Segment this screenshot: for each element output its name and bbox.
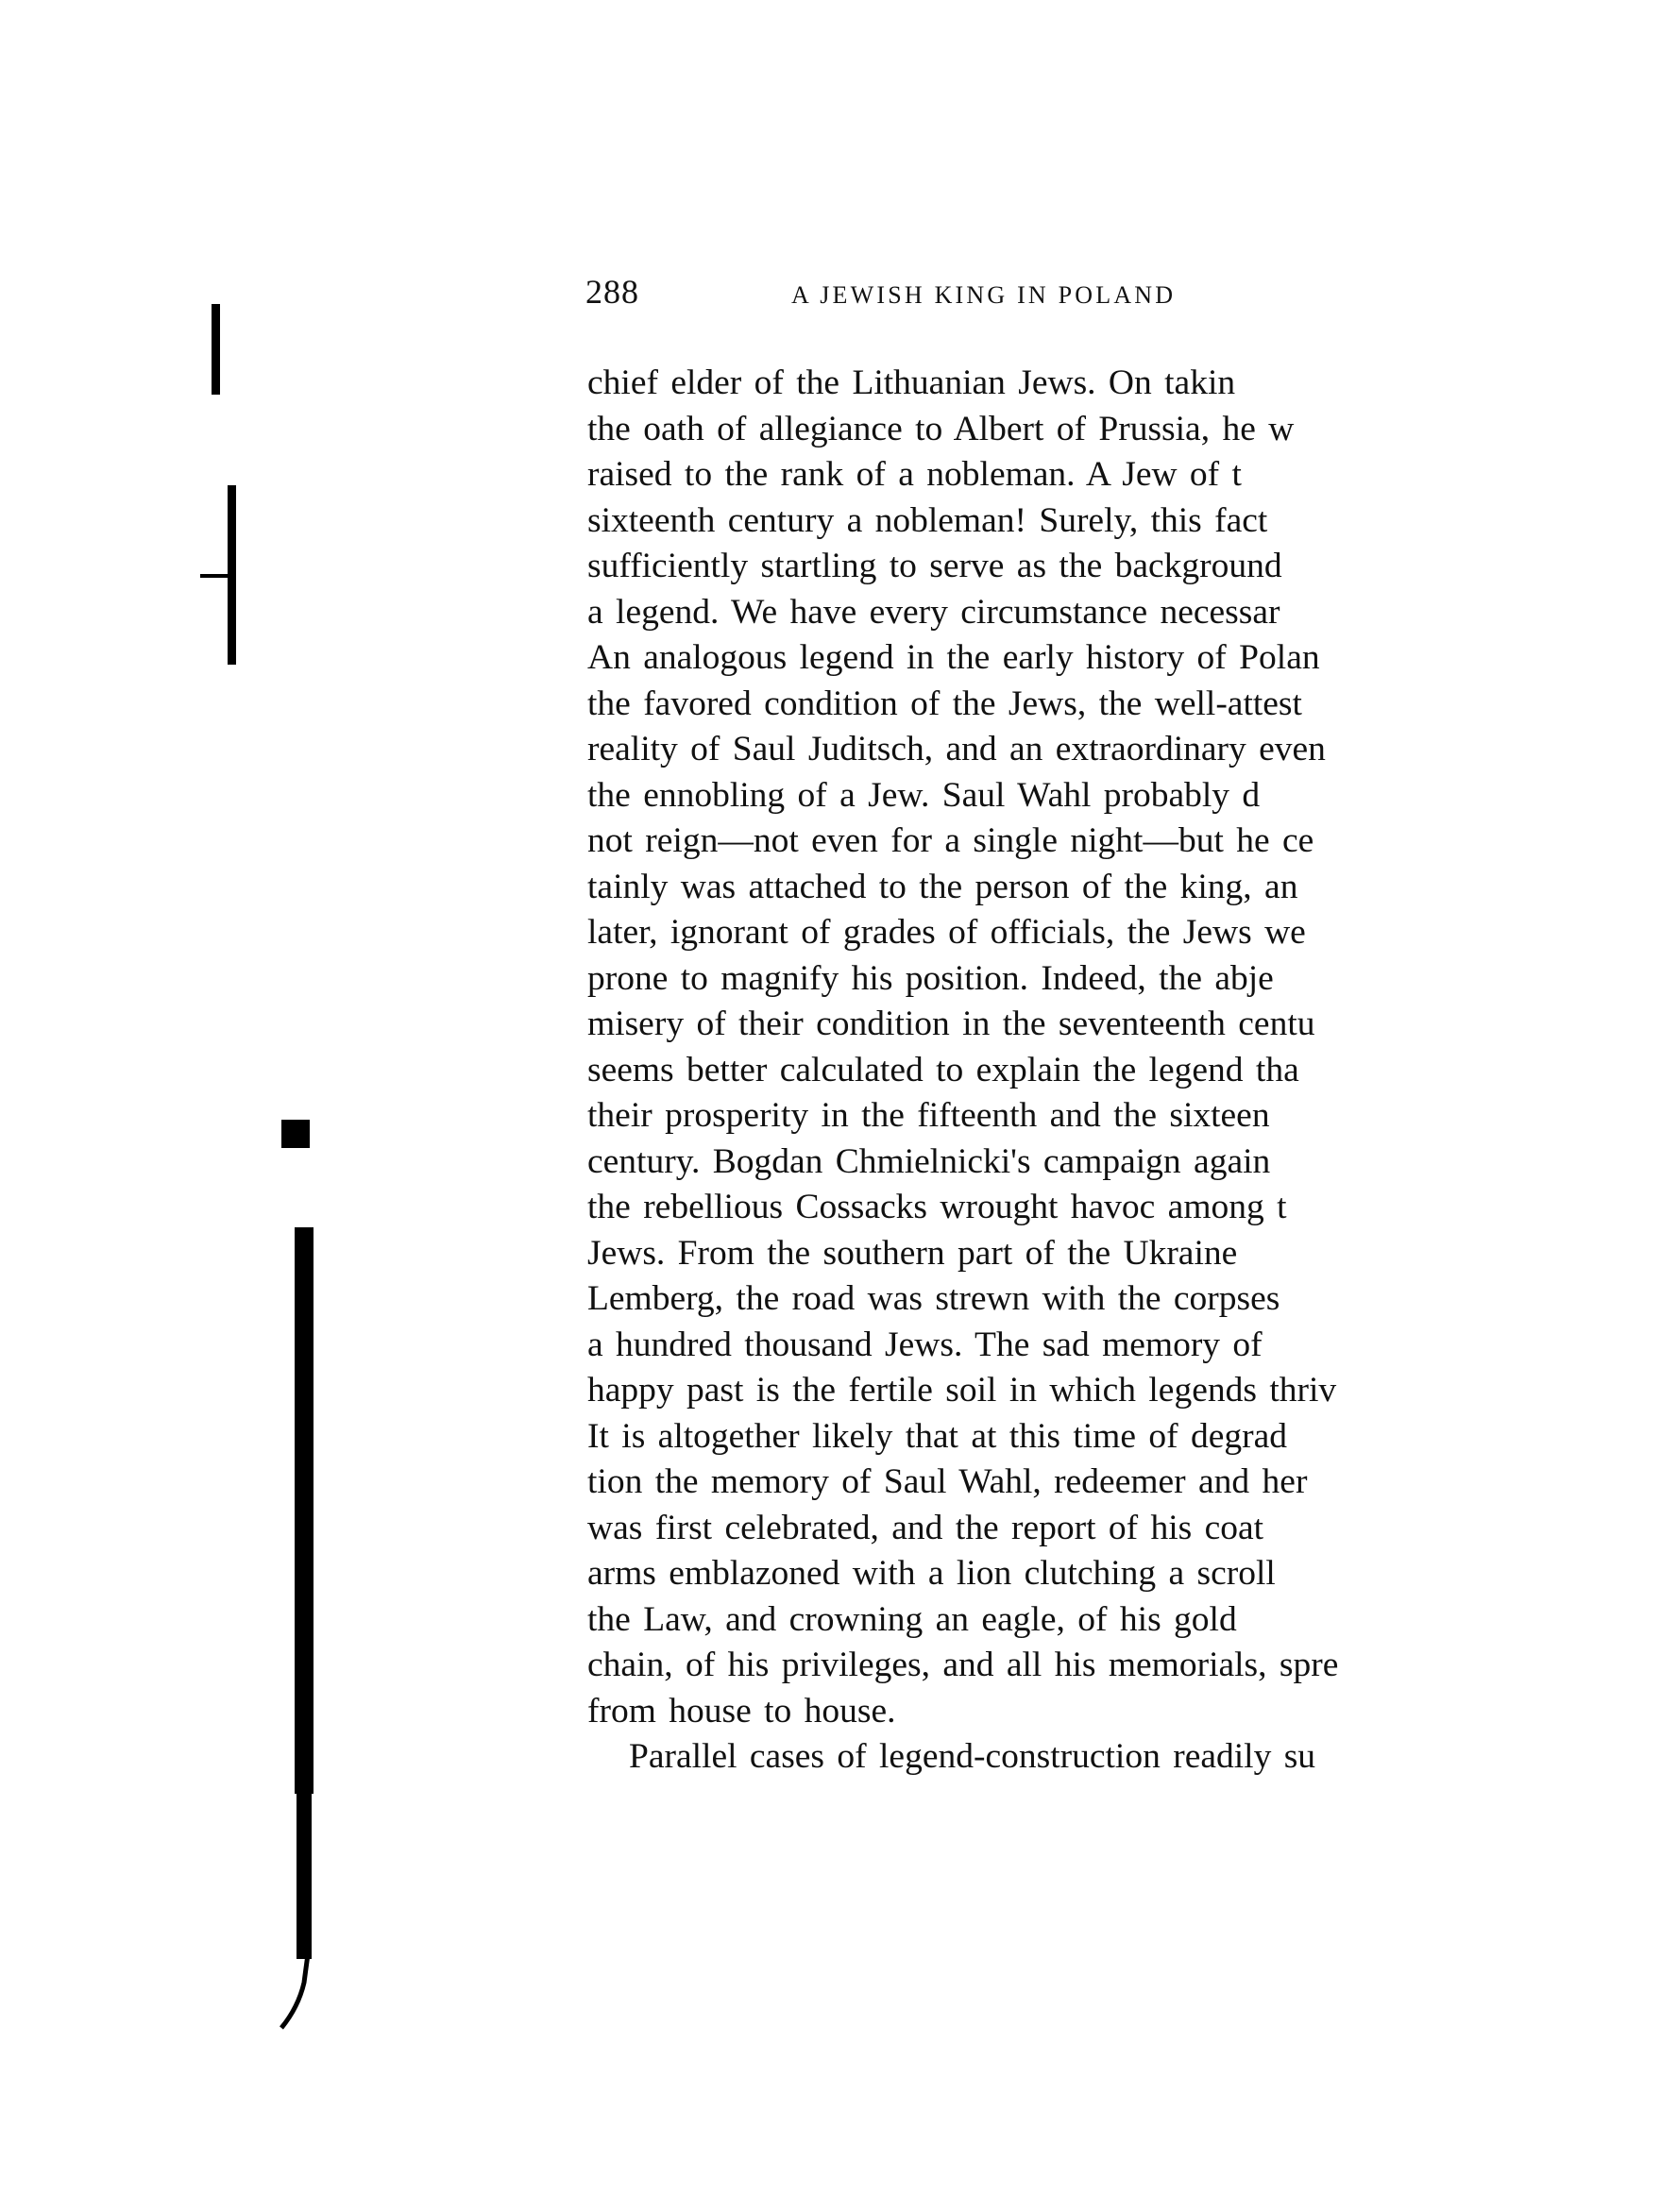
text-line: arms emblazoned with a lion clutching a scroll [587,1554,1276,1593]
text-line: chief elder of the Lithuanian Jews. On takin [587,363,1236,402]
text-line: prone to magnify his position. Indeed, the abje [587,958,1274,998]
text-line: tion the memory of Saul Wahl, redeemer and her [587,1462,1308,1501]
text-line: the ennobling of a Jew. Saul Wahl probably d [587,775,1261,815]
body-text [587,361,1661,1833]
text-line: century. Bogdan Chmielnicki's campaign again [587,1141,1271,1181]
text-line: the oath of allegiance to Albert of Prussia, he w [587,409,1295,448]
text-line: the rebellious Cossacks wrought havoc among t [587,1188,1287,1226]
scan-mark-bar [295,1227,314,1794]
text-line: Lemberg, the road was strewn with the corpses [587,1279,1280,1318]
text-line: Jews. From the southern part of the Ukraine [587,1233,1238,1273]
running-title: A JEWISH KING IN POLAND [791,281,1177,309]
text-line: chain, of his privileges, and all his memorials, spre [587,1646,1339,1684]
text-line: reality of Saul Juditsch, and an extraordinary even [587,730,1326,768]
scan-mark-tick [200,574,229,578]
text-line: from house to house. [587,1691,896,1731]
text-line: the favored condition of the Jews, the well-attest [587,684,1302,723]
text-line: tainly was attached to the person of the king, an [587,867,1298,906]
text-line: sixteenth century a nobleman! Surely, this fact [587,500,1268,540]
text-line: not reign—not even for a single night—but he ce [587,821,1314,860]
scan-mark-middle [228,485,236,665]
scan-mark-bar-lower [297,1784,312,1959]
text-line: seems better calculated to explain the legend tha [587,1050,1299,1089]
text-line: a hundred thousand Jews. The sad memory of [587,1325,1263,1364]
scan-mark-curve [274,1954,321,2030]
page-header [585,272,1454,319]
text-line: An analogous legend in the early history of Polan [587,638,1320,677]
text-line: sufficiently startling to serve as the background [587,547,1282,585]
text-line: was first celebrated, and the report of his coat [587,1508,1264,1547]
text-line: happy past is the fertile soil in which legends thriv [587,1371,1337,1410]
page-number: 288 [585,273,639,311]
text-line: raised to the rank of a nobleman. A Jew of t [587,455,1242,494]
paragraph-first-line: Parallel cases of legend-construction readily su [629,1737,1316,1776]
text-line: later, ignorant of grades of officials, the Jews we [587,913,1306,952]
text-line: the Law, and crowning an eagle, of his gold [587,1599,1237,1639]
text-line: misery of their condition in the seventeenth centu [587,1005,1315,1043]
scan-mark-square [281,1120,310,1148]
text-line: It is altogether likely that at this time of degrad [587,1416,1288,1456]
text-line: their prosperity in the fifteenth and the sixteen [587,1096,1270,1135]
scan-mark-top [212,304,220,395]
text-line: a legend. We have every circumstance necessar [587,592,1280,632]
